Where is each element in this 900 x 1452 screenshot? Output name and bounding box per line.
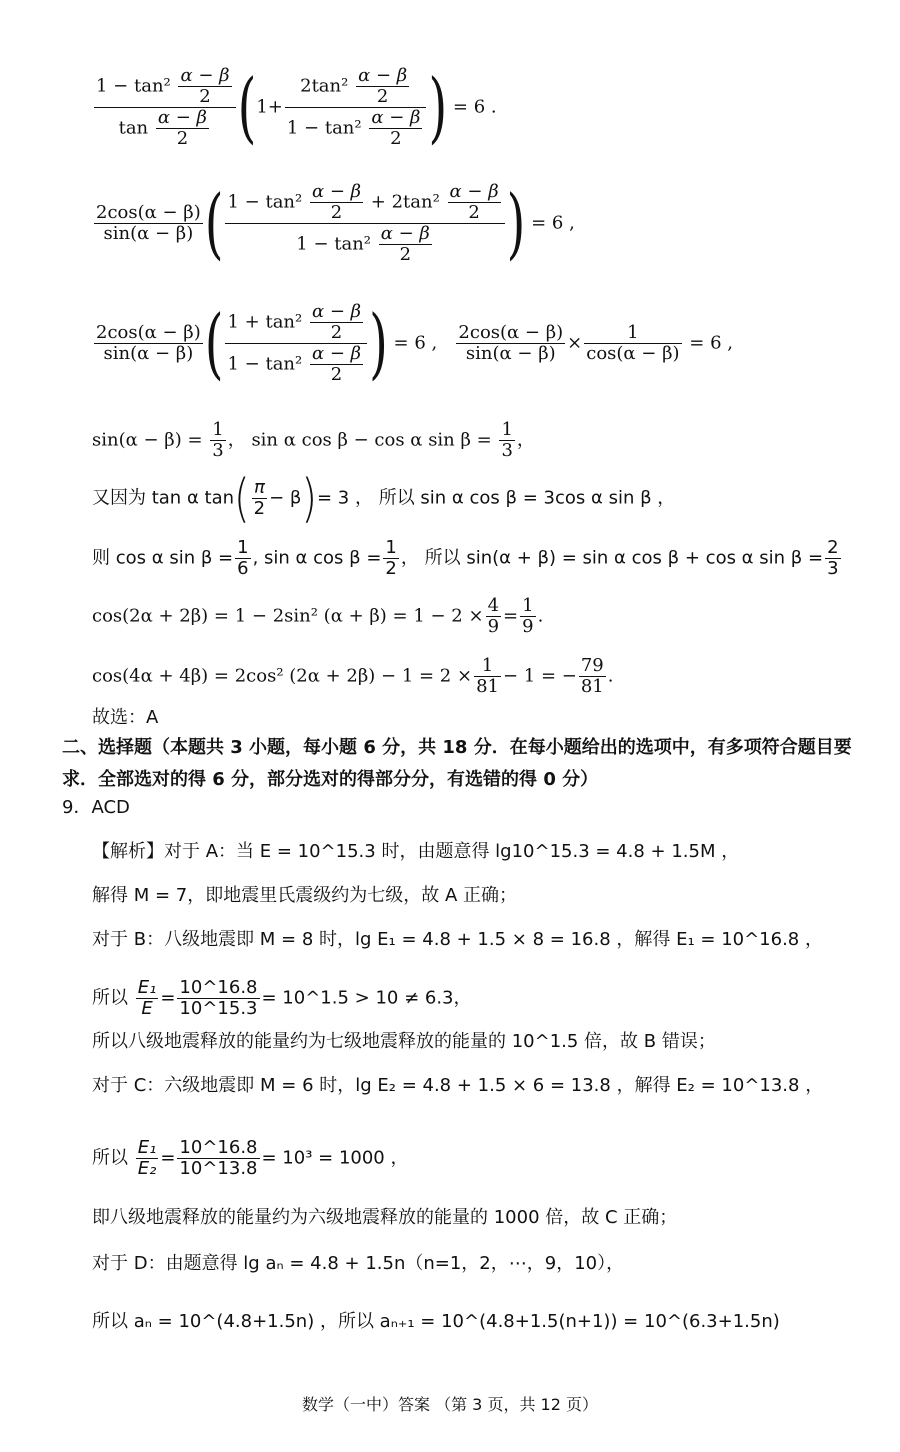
solution-line-10: 所以 aₙ = 10^(4.8+1.5n) ，所以 aₙ₊₁ = 10^(4.8+1.5(n+1)) = 10^(6.3+1.5n) <box>92 1311 780 1332</box>
solution-line-8: 即八级地震释放的能量约为六级地震释放的能量的 1000 倍，故 C 正确； <box>92 1207 678 1228</box>
question-9: 9．ACD <box>62 797 130 818</box>
answer-line: 故选：A <box>92 707 159 728</box>
solution-line-9: 对于 D：由题意得 lg aₙ = 4.8 + 1.5n（n=1，2，⋯，9，10）， <box>92 1253 625 1274</box>
solution-line-3: 对于 B：八级地震即 M = 8 时，lg E₁ = 4.8 + 1.5 × 8 = 16.8 ，解得 E₁ = 10^16.8 ， <box>92 929 823 950</box>
equation-8: cos(4α + 4β) = 2cos² (2α + 2β) − 1 = 2 × $\frac{1}{81}$ − 1 = − $\frac{79}{81}$ . <box>92 655 614 697</box>
solution-line-6: 对于 C：六级地震即 M = 6 时，lg E₂ = 4.8 + 1.5 × 6 = 13.8 ，解得 E₂ = 10^13.8 ， <box>92 1075 824 1096</box>
solution-line-7: 所以 $\frac{\text{E₁}}{\text{E₂}}$ = $\frac{10\^{}16.8}{10\^{}13.8}$ = 10³ = 1000 ， <box>92 1137 409 1179</box>
equation-4: sin(α − β) = $\frac{1}{3}$ ， sin α cos β − cos α sin β = $\frac{1}{3}$ ， <box>92 419 535 461</box>
solution-line-5: 所以八级地震释放的能量约为七级地震释放的能量的 10^1.5 倍，故 B 错误； <box>92 1031 716 1052</box>
equation-1: 1 − tan² $\frac{\alpha - \beta}{2}$ tan $\frac{\alpha - \beta}{2}$ (1+ 2tan² $\frac{\alpha - \beta}{2}$ 1 − tan² $\frac{\alpha - \beta}{2}$ ) = 6 . <box>96 62 497 153</box>
section-heading: 二、选择题（本题共 3 小题，每小题 6 分，共 18 分．在每小题给出的选项中，有多项符合题目要求．全部选对的得 6 分，部分选对的得部分分，有选错的得 0 分） <box>62 737 852 790</box>
page-footer: 数学（一中）答案 （第 3 页，共 12 页） <box>302 1395 598 1414</box>
equation-2: $\frac{2\cos(\alpha - \beta)}{\sin(\alpha - \beta)}$ ( 1 − tan² $\frac{\alpha - \beta}{2}$ + 2tan² $\frac{\alpha - \beta}{2}$ 1 − tan² $\frac{\alpha - \beta}{2}$ ) = 6 , <box>96 178 575 269</box>
equation-3: $\frac{2\cos(\alpha - \beta)}{\sin(\alpha - \beta)}$ ( 1 + tan² $\frac{\alpha - \beta}{2}$ 1 − tan² $\frac{\alpha - \beta}{2}$ ) = 6 , $\frac{2\cos(\alpha - \beta)}{\sin(\alpha - \beta)}$ × $\frac{1}{\cos(\alpha - \beta)}$ = 6 , <box>96 298 733 389</box>
equation-6: 则 cos α sin β = $\frac{1}{6}$ , sin α cos β = $\frac{1}{2}$ ， 所以 sin(α + β) = sin α cos β + cos α sin β = $\frac{2}{3}$ <box>92 537 839 579</box>
equation-7: cos(2α + 2β) = 1 − 2sin² (α + β) = 1 − 2 × $\frac{4}{9}$ = $\frac{1}{9}$ . <box>92 595 544 637</box>
fraction: 1 − tan² $\frac{\alpha - \beta}{2}$ tan $\frac{\alpha - \beta}{2}$ <box>94 66 236 149</box>
solution-line-1: 【解析】对于 A：当 E = 10^15.3 时，由题意得 lg10^15.3 = 4.8 + 1.5M ， <box>92 841 740 862</box>
solution-line-4: 所以 $\frac{\text{E₁}}{E}$ = $\frac{10\^{}16.8}{10\^{}15.3}$ = 10^1.5 > 10 ≠ 6.3， <box>92 977 472 1019</box>
fraction: 2tan² $\frac{\alpha - \beta}{2}$ 1 − tan² $\frac{\alpha - \beta}{2}$ <box>285 66 427 149</box>
solution-line-2: 解得 M = 7，即地震里氏震级约为七级，故 A 正确； <box>92 885 517 906</box>
equation-5: 又因为 tan α tan( $\frac{\pi}{2}$ − β)= 3 ， 所以 sin α cos β = 3cos α sin β ， <box>92 468 676 529</box>
